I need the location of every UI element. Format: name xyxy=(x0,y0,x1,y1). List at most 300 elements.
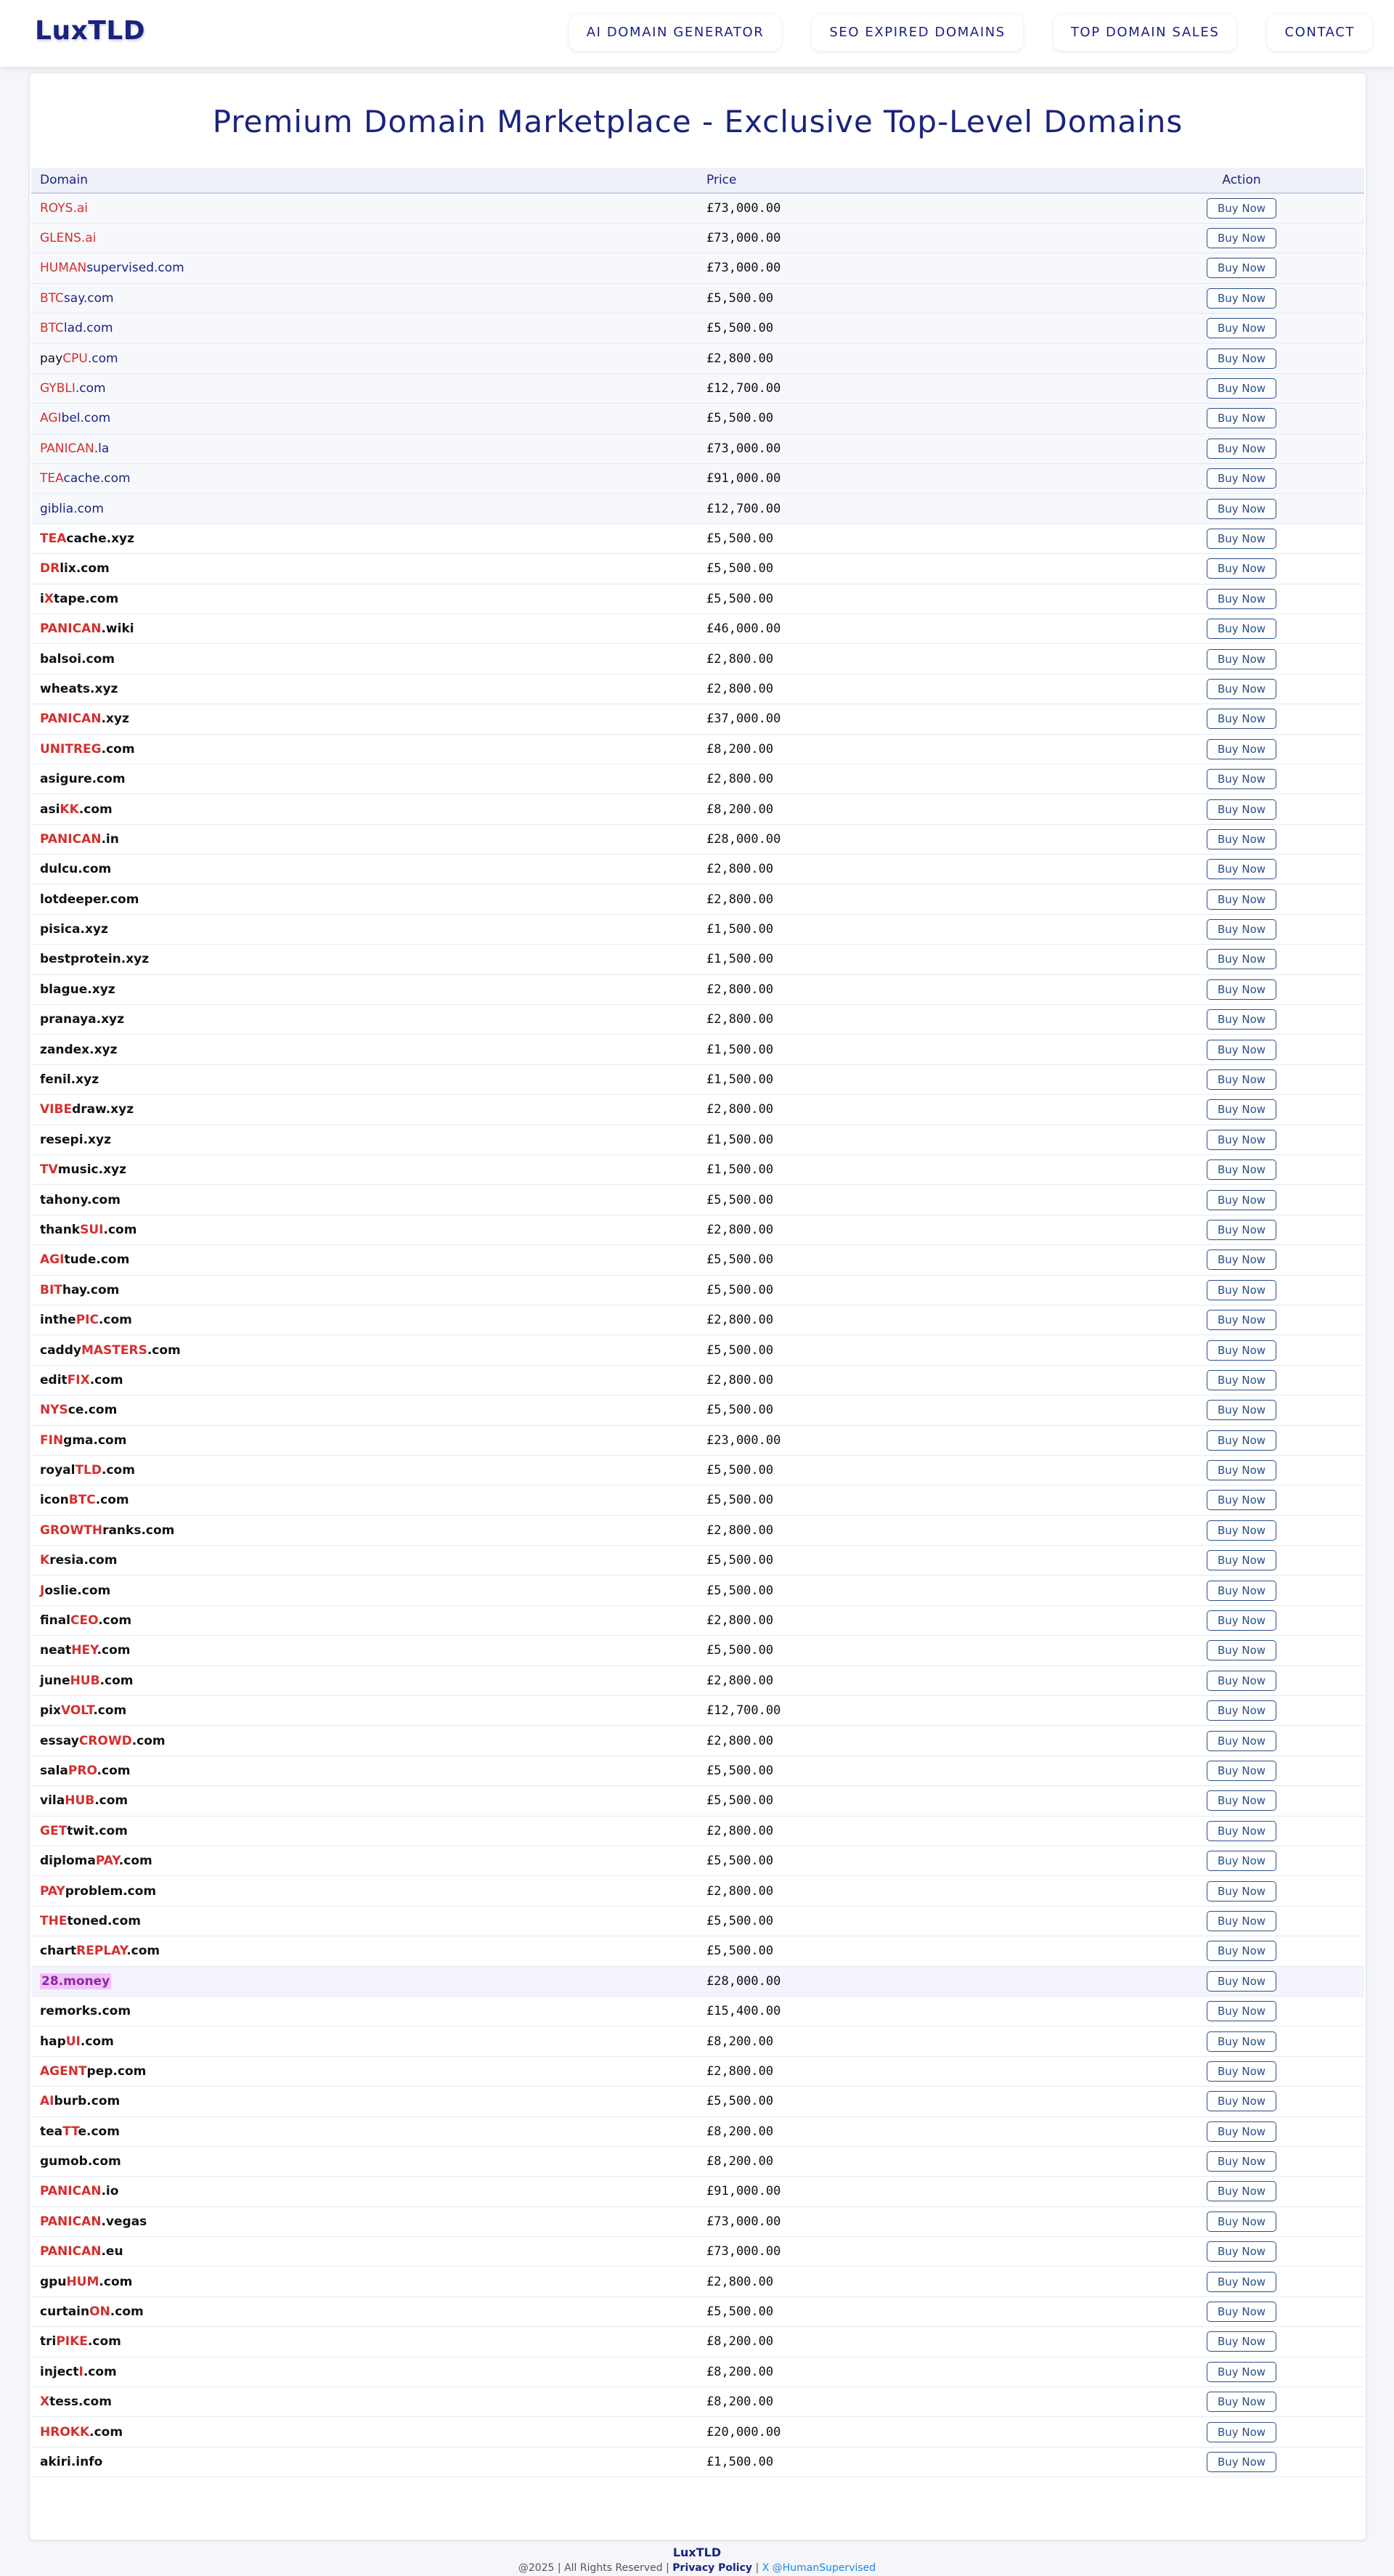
table-row xyxy=(31,1816,1364,1846)
buy-now-button[interactable]: Buy Now xyxy=(1207,919,1276,939)
buy-now-button[interactable]: Buy Now xyxy=(1207,288,1276,309)
buy-now-button[interactable]: Buy Now xyxy=(1207,2362,1276,2382)
action-cell xyxy=(1119,945,1364,974)
domain-highlight: TEA xyxy=(40,471,64,486)
buy-now-button[interactable]: Buy Now xyxy=(1207,1851,1276,1871)
buy-now-button[interactable]: Buy Now xyxy=(1207,1761,1276,1781)
action-cell xyxy=(1119,914,1364,944)
buy-now-button[interactable]: Buy Now xyxy=(1207,2121,1276,2142)
table-row xyxy=(31,1095,1364,1125)
domain-cell xyxy=(31,193,698,223)
price-cell: £73,000.00 xyxy=(698,193,1119,223)
domain-cell xyxy=(31,554,698,584)
page-title: Premium Domain Marketplace - Exclusive Top-Level Domains xyxy=(212,104,1183,139)
buy-now-button[interactable]: Buy Now xyxy=(1207,2392,1276,2412)
buy-now-button[interactable]: Buy Now xyxy=(1207,349,1276,369)
buy-now-button[interactable]: Buy Now xyxy=(1207,1069,1276,1090)
table-row xyxy=(31,343,1364,373)
buy-now-button[interactable]: Buy Now xyxy=(1207,1581,1276,1601)
buy-now-button[interactable]: Buy Now xyxy=(1207,799,1276,820)
domain-name xyxy=(40,1734,166,1748)
domain-cell xyxy=(31,1726,698,1756)
action-cell xyxy=(1119,2327,1364,2357)
buy-now-button[interactable]: Buy Now xyxy=(1207,1340,1276,1361)
price-cell: £8,200.00 xyxy=(698,2327,1119,2357)
buy-now-button[interactable]: Buy Now xyxy=(1207,529,1276,549)
domain-name xyxy=(40,1764,130,1778)
action-cell xyxy=(1119,2237,1364,2267)
domain-highlight: REPLAY xyxy=(76,1944,127,1959)
buy-now-button[interactable]: Buy Now xyxy=(1207,1731,1276,1751)
buy-now-button[interactable]: Buy Now xyxy=(1207,1159,1276,1180)
buy-now-button[interactable]: Buy Now xyxy=(1207,2061,1276,2082)
domain-cell xyxy=(31,914,698,944)
action-cell xyxy=(1119,2357,1364,2387)
domain-cell xyxy=(31,1576,698,1605)
domain-name xyxy=(40,621,134,636)
domain-highlight: GLENS.ai xyxy=(40,231,97,246)
table-row xyxy=(31,494,1364,523)
buy-now-button[interactable]: Buy Now xyxy=(1207,2241,1276,2262)
domain-cell xyxy=(31,1155,698,1185)
action-cell xyxy=(1119,1996,1364,2026)
price-cell: £2,800.00 xyxy=(698,1605,1119,1635)
domain-name xyxy=(40,2124,120,2139)
domain-name xyxy=(40,1643,131,1658)
table-header-row xyxy=(31,168,1364,193)
domain-cell xyxy=(31,2296,698,2326)
price-cell: £1,500.00 xyxy=(698,914,1119,944)
domain-cell xyxy=(31,1966,698,1996)
table-row xyxy=(31,523,1364,553)
domain-prefix: neat xyxy=(40,1643,72,1658)
buy-now-button[interactable]: Buy Now xyxy=(1207,198,1276,219)
table-row xyxy=(31,914,1364,944)
action-cell xyxy=(1119,1455,1364,1485)
price-cell: £28,000.00 xyxy=(698,824,1119,854)
action-cell xyxy=(1119,644,1364,674)
domain-suffix: lotdeeper.com xyxy=(40,892,139,907)
domain-cell xyxy=(31,1786,698,1816)
domain-name xyxy=(40,862,111,876)
table-row xyxy=(31,614,1364,643)
domain-suffix: pranaya.xyz xyxy=(40,1012,125,1027)
domain-suffix: tape.com xyxy=(53,591,119,606)
domain-cell xyxy=(31,494,698,523)
table-row xyxy=(31,1666,1364,1695)
domain-highlight: HUM xyxy=(66,2274,99,2289)
action-cell xyxy=(1119,1966,1364,1996)
domain-suffix: .com xyxy=(99,1673,134,1688)
buy-now-button[interactable]: Buy Now xyxy=(1207,1400,1276,1420)
domain-cell xyxy=(31,404,698,433)
price-cell: £1,500.00 xyxy=(698,1125,1119,1154)
table-row xyxy=(31,1185,1364,1215)
price-cell: £2,800.00 xyxy=(698,1215,1119,1244)
domain-prefix: diploma xyxy=(40,1854,96,1869)
price-cell: £2,800.00 xyxy=(698,644,1119,674)
buy-now-button[interactable]: Buy Now xyxy=(1207,1640,1276,1660)
domain-name xyxy=(40,441,109,456)
table-row xyxy=(31,1335,1364,1365)
buy-now-button[interactable]: Buy Now xyxy=(1207,2272,1276,2292)
buy-now-button[interactable]: Buy Now xyxy=(1207,1009,1276,1030)
price-cell: £5,500.00 xyxy=(698,314,1119,343)
buy-now-button[interactable]: Buy Now xyxy=(1207,1941,1276,1961)
domain-suffix: twit.com xyxy=(67,1823,128,1838)
domain-cell xyxy=(31,1395,698,1425)
domain-highlight: HEY xyxy=(71,1643,97,1658)
table-row xyxy=(31,1005,1364,1035)
domain-highlight: GET xyxy=(40,1823,68,1838)
domain-cell xyxy=(31,1035,698,1064)
buy-now-button[interactable]: Buy Now xyxy=(1207,1190,1276,1210)
action-cell xyxy=(1119,1696,1364,1726)
domain-prefix: chart xyxy=(40,1944,77,1959)
table-row xyxy=(31,1515,1364,1545)
domain-suffix: .com xyxy=(101,741,135,757)
domain-prefix: inject xyxy=(40,2364,79,2379)
domain-prefix: june xyxy=(40,1673,70,1688)
buy-now-button[interactable]: Buy Now xyxy=(1207,228,1276,248)
domain-suffix: problem.com xyxy=(65,1883,157,1899)
action-cell xyxy=(1119,2116,1364,2146)
price-cell: £8,200.00 xyxy=(698,2116,1119,2146)
buy-now-button[interactable]: Buy Now xyxy=(1207,1821,1276,1841)
action-cell xyxy=(1119,2177,1364,2206)
domain-suffix: asigure.com xyxy=(40,772,126,787)
domain-name xyxy=(40,2244,123,2259)
buy-now-button[interactable]: Buy Now xyxy=(1207,1700,1276,1721)
action-cell xyxy=(1119,433,1364,463)
domain-highlight: TLD xyxy=(75,1463,102,1478)
buy-now-button[interactable]: Buy Now xyxy=(1207,1911,1276,1931)
domain-cell xyxy=(31,2177,698,2206)
domain-prefix: i xyxy=(40,591,44,606)
domain-suffix: .com xyxy=(99,2274,133,2289)
action-cell xyxy=(1119,794,1364,824)
domain-suffix: .com xyxy=(75,381,106,396)
price-cell: £8,200.00 xyxy=(698,2357,1119,2387)
domain-suffix: .vegas xyxy=(101,2214,147,2229)
buy-now-button[interactable]: Buy Now xyxy=(1207,679,1276,699)
domain-highlight: UNITREG xyxy=(40,741,102,757)
domain-cell xyxy=(31,1275,698,1305)
action-cell xyxy=(1119,764,1364,794)
domain-prefix: pay xyxy=(40,351,63,366)
domain-suffix: .com xyxy=(87,351,118,366)
table-row xyxy=(31,2387,1364,2417)
price-cell: £5,500.00 xyxy=(698,584,1119,614)
action-cell xyxy=(1119,1365,1364,1395)
table-row xyxy=(31,1485,1364,1515)
price-cell: £37,000.00 xyxy=(698,704,1119,734)
domain-name xyxy=(40,1283,119,1297)
domain-cell xyxy=(31,855,698,884)
table-row xyxy=(31,223,1364,253)
domain-cell xyxy=(31,794,698,824)
table-row xyxy=(31,1395,1364,1425)
buy-now-button[interactable]: Buy Now xyxy=(1207,859,1276,879)
table-row xyxy=(31,674,1364,704)
domain-highlight: PAY xyxy=(40,1883,65,1899)
domain-prefix: pix xyxy=(40,1703,61,1719)
buy-now-button[interactable]: Buy Now xyxy=(1207,1881,1276,1902)
buy-now-button[interactable]: Buy Now xyxy=(1207,2452,1276,2472)
buy-now-button[interactable]: Buy Now xyxy=(1207,1790,1276,1811)
domain-cell xyxy=(31,253,698,283)
domain-highlight: ON xyxy=(89,2304,110,2320)
domain-cell xyxy=(31,644,698,674)
table-row xyxy=(31,2296,1364,2326)
buy-now-button[interactable]: Buy Now xyxy=(1207,2031,1276,2052)
domain-prefix: asi xyxy=(40,802,60,817)
domain-suffix: .com xyxy=(102,1463,135,1478)
buy-now-button[interactable]: Buy Now xyxy=(1207,318,1276,338)
buy-now-button[interactable]: Buy Now xyxy=(1207,439,1276,459)
price-cell: £5,500.00 xyxy=(698,1756,1119,1785)
price-cell: £5,500.00 xyxy=(698,1636,1119,1666)
price-cell: £5,500.00 xyxy=(698,1576,1119,1605)
buy-now-button[interactable]: Buy Now xyxy=(1207,2302,1276,2322)
buy-now-button[interactable]: Buy Now xyxy=(1207,2001,1276,2021)
buy-now-button[interactable]: Buy Now xyxy=(1207,2331,1276,2352)
buy-now-button[interactable]: Buy Now xyxy=(1207,1550,1276,1570)
action-cell xyxy=(1119,674,1364,704)
domain-name xyxy=(40,1973,111,1989)
price-cell: £73,000.00 xyxy=(698,2206,1119,2236)
buy-now-button[interactable]: Buy Now xyxy=(1207,1370,1276,1390)
domain-highlight: TV xyxy=(40,1162,58,1178)
table-row xyxy=(31,1215,1364,1244)
domain-highlight: AGI xyxy=(40,1252,65,1268)
buy-now-button[interactable]: Buy Now xyxy=(1207,1671,1276,1691)
buy-now-button[interactable]: Buy Now xyxy=(1207,649,1276,669)
price-cell: £91,000.00 xyxy=(698,464,1119,494)
price-cell: £8,200.00 xyxy=(698,734,1119,764)
domain-suffix: .com xyxy=(97,1643,131,1658)
buy-now-button[interactable]: Buy Now xyxy=(1207,889,1276,910)
domain-cell xyxy=(31,824,698,854)
action-cell xyxy=(1119,1035,1364,1064)
buy-now-button[interactable]: Buy Now xyxy=(1207,1250,1276,1270)
price-cell: £2,800.00 xyxy=(698,2056,1119,2086)
domain-prefix: caddy xyxy=(40,1342,81,1358)
domain-suffix: ce.com xyxy=(68,1403,118,1418)
domain-suffix: cache.xyz xyxy=(66,531,135,546)
buy-now-button[interactable]: Buy Now xyxy=(1207,2212,1276,2232)
price-cell: £1,500.00 xyxy=(698,1155,1119,1185)
domain-cell xyxy=(31,1425,698,1455)
buy-now-button[interactable]: Buy Now xyxy=(1207,1520,1276,1541)
buy-now-button[interactable]: Buy Now xyxy=(1207,709,1276,729)
buy-now-button[interactable]: Buy Now xyxy=(1207,1460,1276,1480)
table-row xyxy=(31,373,1364,403)
price-cell: £1,500.00 xyxy=(698,2447,1119,2477)
domain-name xyxy=(40,351,118,366)
action-cell xyxy=(1119,314,1364,343)
price-cell: £1,500.00 xyxy=(698,1064,1119,1094)
nav-top-domain-sales[interactable]: TOP DOMAIN SALES xyxy=(1053,15,1237,51)
domain-suffix: bel.com xyxy=(61,411,111,426)
action-cell xyxy=(1119,1095,1364,1125)
action-cell xyxy=(1119,2026,1364,2056)
domain-name xyxy=(40,2094,120,2108)
domain-suffix: .com xyxy=(118,1854,152,1869)
buy-now-button[interactable]: Buy Now xyxy=(1207,499,1276,519)
buy-now-button[interactable]: Buy Now xyxy=(1207,408,1276,428)
buy-now-button[interactable]: Buy Now xyxy=(1207,1430,1276,1451)
buy-now-button[interactable]: Buy Now xyxy=(1207,1280,1276,1300)
buy-now-button[interactable]: Buy Now xyxy=(1207,2151,1276,2172)
footer-brand: LuxTLD xyxy=(672,2546,722,2559)
domain-cell xyxy=(31,1005,698,1035)
domain-name xyxy=(40,2334,121,2349)
domain-suffix: cache.com xyxy=(63,471,131,486)
buy-now-button[interactable]: Buy Now xyxy=(1207,1310,1276,1330)
domain-cell xyxy=(31,1996,698,2026)
domain-suffix: wheats.xyz xyxy=(40,681,118,696)
domain-name xyxy=(40,1884,156,1899)
nav-seo-expired-domains[interactable]: SEO EXPIRED DOMAINS xyxy=(812,15,1023,51)
domain-suffix: bestprotein.xyz xyxy=(40,952,150,967)
table-row xyxy=(31,2146,1364,2176)
buy-now-button[interactable]: Buy Now xyxy=(1207,619,1276,639)
table-row xyxy=(31,644,1364,674)
nav-ai-domain-generator[interactable]: AI DOMAIN GENERATOR xyxy=(569,15,782,51)
domain-highlight: UI xyxy=(65,2034,81,2049)
table-row xyxy=(31,2417,1364,2447)
domain-prefix: essay xyxy=(40,1733,79,1748)
buy-now-button[interactable]: Buy Now xyxy=(1207,769,1276,789)
action-cell xyxy=(1119,1485,1364,1515)
action-cell xyxy=(1119,1245,1364,1275)
action-cell xyxy=(1119,523,1364,553)
domain-cell xyxy=(31,2116,698,2146)
action-cell xyxy=(1119,1666,1364,1695)
column-header-action: Action xyxy=(1119,168,1364,193)
price-cell: £2,800.00 xyxy=(698,1095,1119,1125)
domain-name xyxy=(40,982,115,997)
buy-now-button[interactable]: Buy Now xyxy=(1207,739,1276,759)
top-navbar xyxy=(0,0,1394,67)
domain-name xyxy=(40,832,119,847)
domain-suffix: ranks.com xyxy=(102,1523,175,1538)
domain-highlight: PANICAN xyxy=(40,2214,102,2229)
buy-now-button[interactable]: Buy Now xyxy=(1207,979,1276,1000)
buy-now-button[interactable]: Buy Now xyxy=(1207,1490,1276,1510)
buy-now-button[interactable]: Buy Now xyxy=(1207,2091,1276,2111)
nav-contact[interactable]: CONTACT xyxy=(1267,15,1372,51)
action-cell xyxy=(1119,1064,1364,1094)
table-row xyxy=(31,2056,1364,2086)
table-row xyxy=(31,2026,1364,2056)
action-cell xyxy=(1119,1395,1364,1425)
domain-highlight: HUMAN xyxy=(40,261,87,276)
domain-name xyxy=(40,1102,134,1117)
domain-cell xyxy=(31,2417,698,2447)
price-cell: £5,500.00 xyxy=(698,1395,1119,1425)
buy-now-button[interactable]: Buy Now xyxy=(1207,1130,1276,1150)
domain-highlight: SUI xyxy=(80,1222,104,1237)
table-row xyxy=(31,1275,1364,1305)
domain-highlight: BTC xyxy=(68,1493,96,1508)
buy-now-button[interactable]: Buy Now xyxy=(1207,1040,1276,1060)
domain-highlight: I xyxy=(78,2364,83,2379)
buy-now-button[interactable]: Buy Now xyxy=(1207,2181,1276,2201)
buy-now-button[interactable]: Buy Now xyxy=(1207,378,1276,399)
domain-cell xyxy=(31,1215,698,1244)
price-cell: £91,000.00 xyxy=(698,2177,1119,2206)
buy-now-button[interactable]: Buy Now xyxy=(1207,558,1276,579)
domain-name xyxy=(40,231,96,245)
buy-now-button[interactable]: Buy Now xyxy=(1207,468,1276,489)
site-logo[interactable]: LuxTLD xyxy=(35,16,146,46)
domain-highlight: ROYS.ai xyxy=(40,200,88,216)
buy-now-button[interactable]: Buy Now xyxy=(1207,1099,1276,1120)
action-cell xyxy=(1119,1726,1364,1756)
domain-cell xyxy=(31,223,698,253)
buy-now-button[interactable]: Buy Now xyxy=(1207,258,1276,278)
buy-now-button[interactable]: Buy Now xyxy=(1207,829,1276,849)
domain-name xyxy=(40,1793,128,1808)
x-social-link[interactable]: X @HumanSupervised xyxy=(762,2562,876,2574)
domain-name xyxy=(40,1313,132,1327)
domain-name xyxy=(40,1553,117,1568)
action-cell xyxy=(1119,1155,1364,1185)
domain-cell xyxy=(31,584,698,614)
domain-highlight: KK xyxy=(60,802,79,817)
buy-now-button[interactable]: Buy Now xyxy=(1207,1971,1276,1992)
domain-highlight: NYS xyxy=(40,1403,68,1418)
table-row xyxy=(31,1305,1364,1334)
domain-cell xyxy=(31,1846,698,1875)
footer-separator: | xyxy=(752,2562,762,2574)
price-cell: £12,700.00 xyxy=(698,1696,1119,1726)
buy-now-button[interactable]: Buy Now xyxy=(1207,2422,1276,2442)
buy-now-button[interactable]: Buy Now xyxy=(1207,1220,1276,1240)
table-row xyxy=(31,945,1364,974)
domain-suffix: lad.com xyxy=(63,321,113,336)
domain-highlight: J xyxy=(40,1583,45,1598)
table-row xyxy=(31,1125,1364,1154)
domain-cell xyxy=(31,2056,698,2086)
domain-suffix: .com xyxy=(131,1733,166,1748)
domain-name xyxy=(40,561,110,576)
buy-now-button[interactable]: Buy Now xyxy=(1207,1610,1276,1631)
table-row xyxy=(31,2177,1364,2206)
domain-name xyxy=(40,1433,126,1448)
price-cell: £8,200.00 xyxy=(698,794,1119,824)
domain-prefix: icon xyxy=(40,1493,69,1508)
table-row xyxy=(31,253,1364,283)
action-cell xyxy=(1119,1816,1364,1846)
privacy-policy-link[interactable]: Privacy Policy xyxy=(672,2562,753,2574)
buy-now-button[interactable]: Buy Now xyxy=(1207,589,1276,609)
table-row xyxy=(31,554,1364,584)
price-cell: £2,800.00 xyxy=(698,1005,1119,1035)
domain-highlight: AI xyxy=(40,2094,54,2109)
price-cell: £15,400.00 xyxy=(698,1996,1119,2026)
price-cell: £2,800.00 xyxy=(698,343,1119,373)
table-row xyxy=(31,404,1364,433)
domain-cell xyxy=(31,433,698,463)
domain-suffix: tude.com xyxy=(64,1252,130,1268)
buy-now-button[interactable]: Buy Now xyxy=(1207,949,1276,969)
action-cell xyxy=(1119,283,1364,313)
price-cell: £5,500.00 xyxy=(698,1846,1119,1875)
price-cell: £73,000.00 xyxy=(698,223,1119,253)
